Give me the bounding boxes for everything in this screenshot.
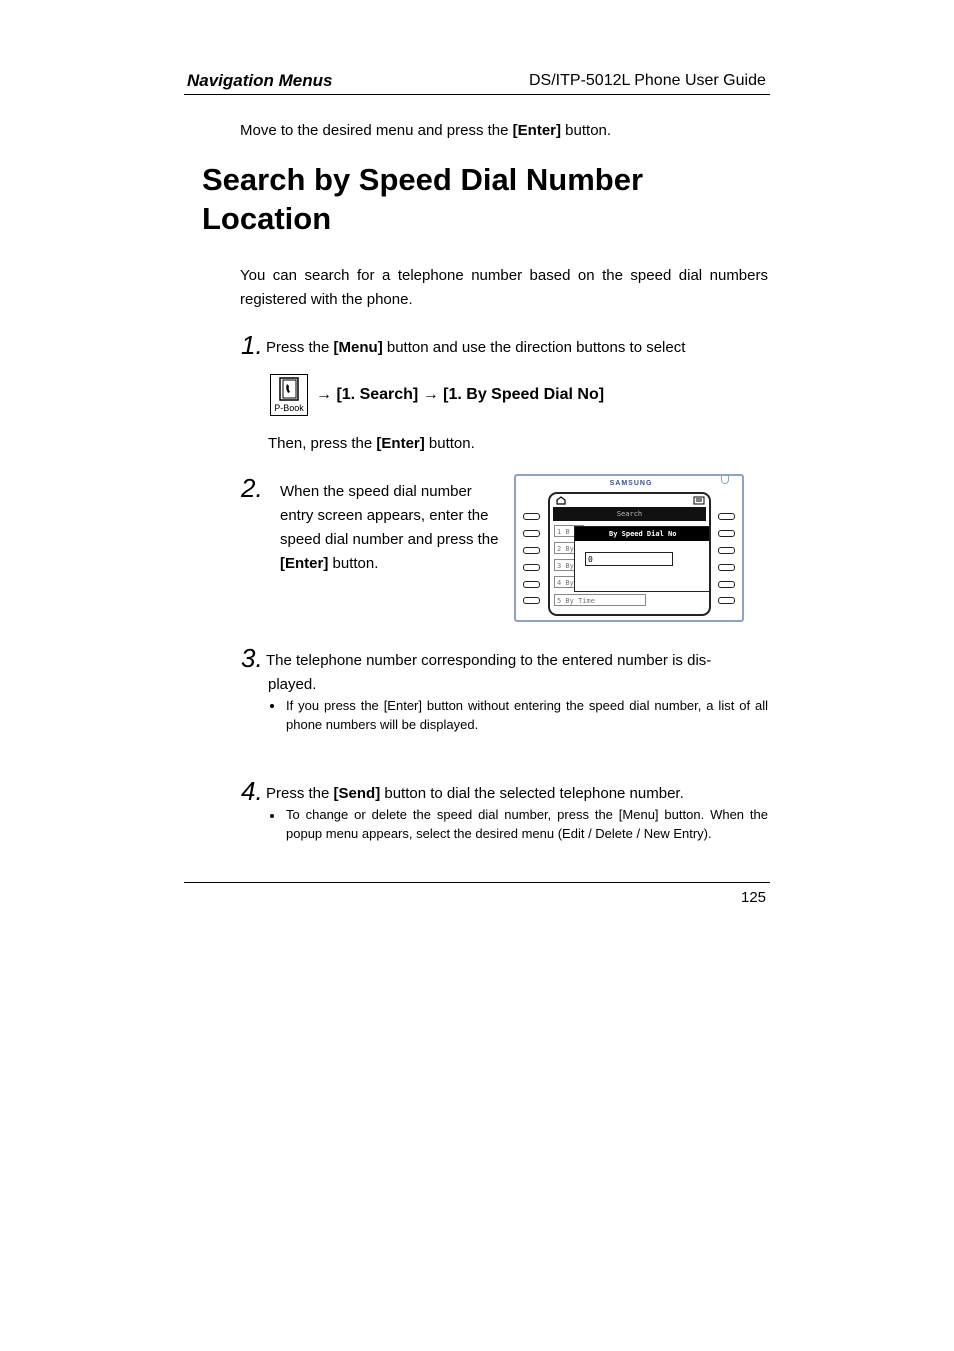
- pbook-icon: [270, 374, 308, 416]
- step-3-number: 3.: [241, 643, 263, 673]
- right-soft-button: [718, 597, 735, 604]
- list-row: 3 By: [554, 559, 584, 571]
- lcd-screen: [548, 492, 711, 616]
- home-icon: [556, 496, 566, 505]
- intro-enter-key: [Enter]: [512, 122, 562, 139]
- step-1-then: [268, 432, 475, 456]
- right-soft-button: [718, 547, 735, 554]
- list-row: 5 By Time: [554, 594, 646, 606]
- step-2-text: [280, 480, 502, 576]
- phone-screen-figure: [514, 474, 744, 622]
- step-4-text-a: Press the: [266, 785, 334, 802]
- step-3: [241, 643, 263, 674]
- page-title: Search by Speed Dial Number Location: [202, 162, 644, 236]
- menu-path: → [1. Search] → [1. By Speed Dial No]: [316, 386, 605, 403]
- step-3-text-cont: played.: [268, 676, 317, 693]
- speed-dial-popup: [574, 526, 710, 592]
- step-4-number: 4.: [241, 776, 263, 806]
- brand-logo: SAMSUNG: [609, 480, 653, 487]
- step-1-then-text: Then, press the: [268, 435, 377, 452]
- step-4-note: To change or delete the speed dial number, press the [Menu] button. When the popup menu appears, select the desired menu (Edit / Delete / New Entry).: [286, 807, 768, 841]
- right-soft-button: [718, 581, 735, 588]
- description: You can search for a telephone number based on the speed dial numbers registered with the phone.: [240, 267, 768, 308]
- step-1-text-a: Press the: [266, 339, 334, 356]
- screen-title-bar: Search: [553, 507, 706, 521]
- speed-dial-input: 0: [585, 552, 673, 566]
- bullet-dot: [270, 814, 274, 818]
- right-soft-button: [718, 513, 735, 520]
- list-row: 4 By: [554, 576, 584, 588]
- bullet-dot: [270, 704, 274, 708]
- step-2-enter-key: [Enter]: [280, 555, 329, 572]
- menu-list-icon: [693, 496, 705, 505]
- step-4-text: [266, 782, 684, 806]
- right-soft-button: [718, 530, 735, 537]
- step-2-number: 2.: [241, 473, 263, 503]
- section-title: Navigation Menus: [187, 71, 333, 90]
- step-1-number: 1.: [241, 330, 263, 360]
- left-soft-button: [523, 581, 540, 588]
- left-soft-button: [523, 513, 540, 520]
- right-soft-button: [718, 564, 735, 571]
- left-soft-button: [523, 547, 540, 554]
- footer-divider: [184, 882, 770, 883]
- list-row: 2 By: [554, 542, 584, 554]
- step-2: [241, 473, 263, 504]
- guide-title: DS/ITP-5012L Phone User Guide: [529, 72, 766, 89]
- step-1-enter-key: [Enter]: [376, 435, 425, 452]
- step-4-send-key: [Send]: [333, 785, 381, 802]
- intro-text-end: button.: [561, 122, 612, 139]
- step-1-text: [266, 336, 685, 360]
- left-soft-button: [523, 530, 540, 537]
- step-2-text-b: button.: [328, 555, 379, 572]
- left-soft-button: [523, 564, 540, 571]
- header-divider: [184, 94, 770, 95]
- pbook-label: P-Book: [274, 403, 304, 413]
- book-icon: [271, 376, 307, 404]
- intro-text: Move to the desired menu and press the: [240, 122, 513, 139]
- page-number: 125: [741, 889, 767, 906]
- list-row: 1 B: [554, 525, 584, 537]
- step-2-text-a: When the speed dial number entry screen appears, enter the speed dial number and press the: [280, 483, 499, 548]
- step-1-then-end: button.: [424, 435, 475, 452]
- step-4: [241, 776, 263, 807]
- left-soft-button: [523, 597, 540, 604]
- step-1-menu-key: [Menu]: [333, 339, 383, 356]
- step-3-text: The telephone number corresponding to the entered number is dis-: [266, 652, 712, 669]
- popup-title: By Speed Dial No: [575, 527, 709, 541]
- step-3-note: If you press the [Enter] button without entering the speed dial number, a list of all phone numbers will be displayed.: [286, 698, 768, 732]
- step-1-text-b: button and use the direction buttons to select: [382, 339, 686, 356]
- step-1: [241, 330, 263, 361]
- step-4-text-b: button to dial the selected telephone number.: [380, 785, 684, 802]
- intro-line: [240, 119, 611, 143]
